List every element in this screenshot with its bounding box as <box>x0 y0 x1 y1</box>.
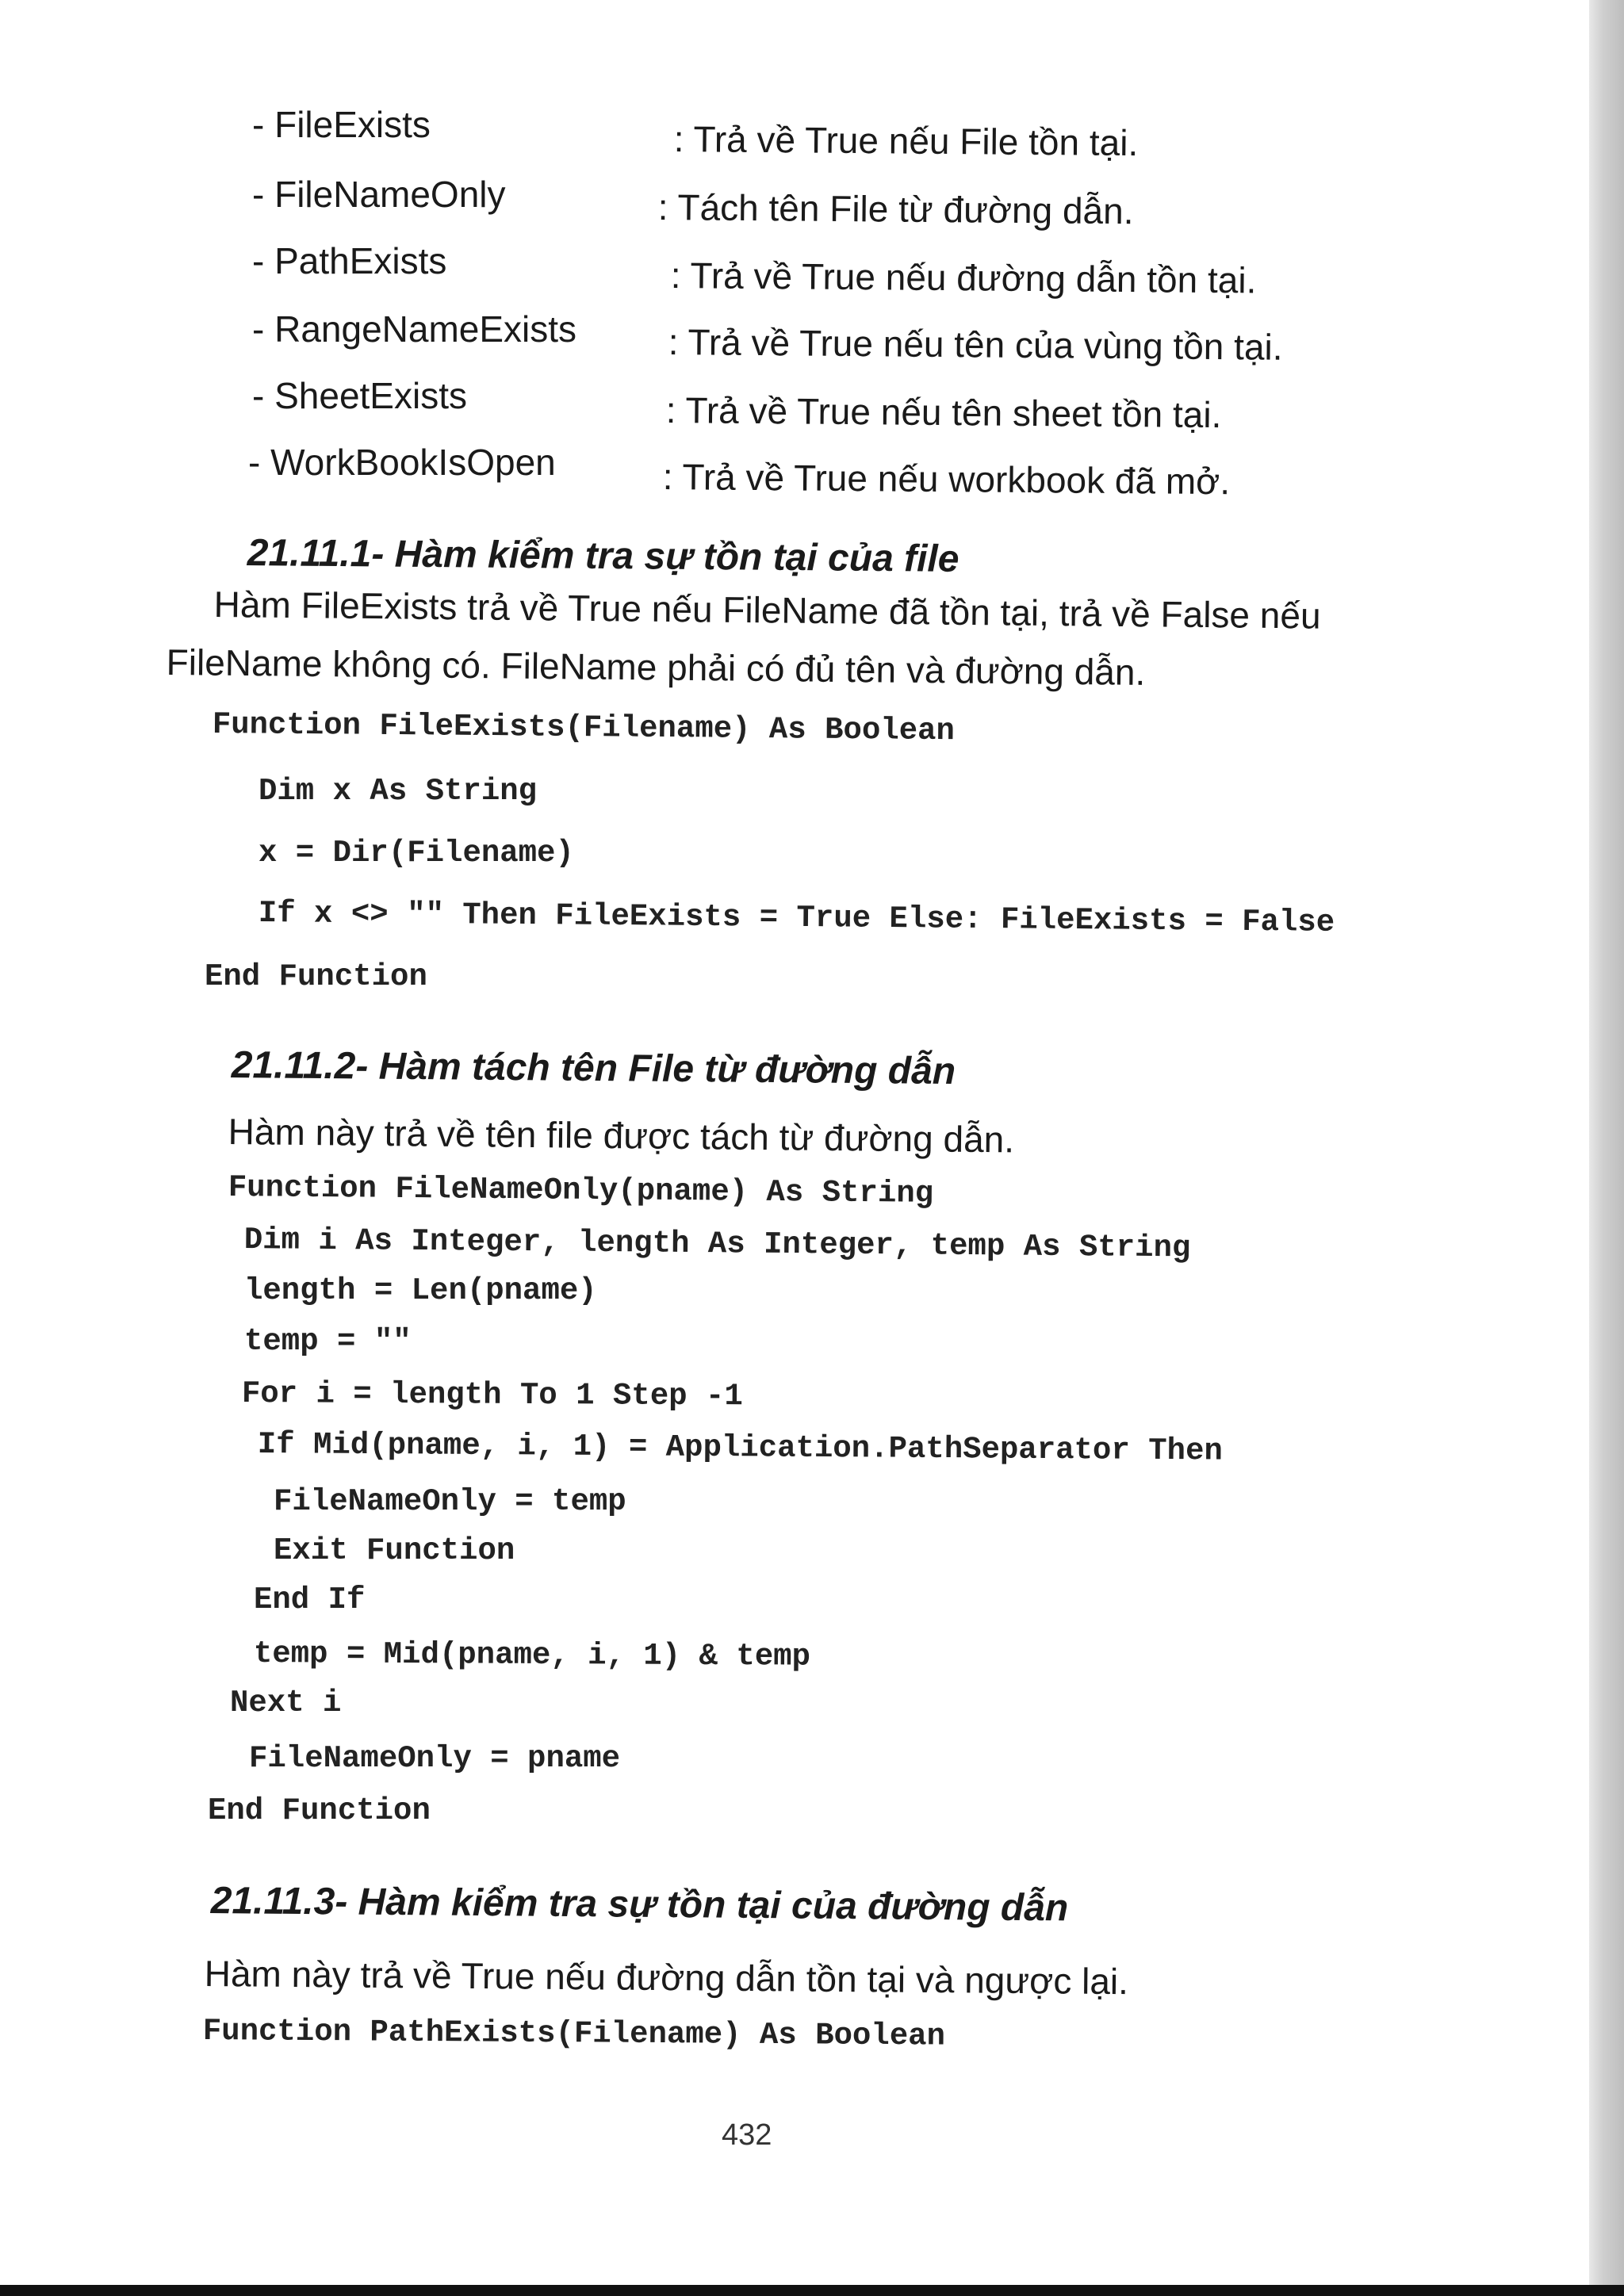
function-description: : Tách tên File từ đường dẫn. <box>657 186 1134 232</box>
function-description: : Trả về True nếu File tồn tại. <box>673 117 1139 164</box>
page-edge-shadow <box>1589 0 1624 2296</box>
code-line: FileNameOnly = temp <box>274 1484 626 1519</box>
code-line: x = Dir(Filename) <box>259 836 574 871</box>
paragraph-line: FileName không có. FileName phải có đủ tên và đường dẫn. <box>166 641 1146 693</box>
code-line: Exit Function <box>274 1533 515 1568</box>
code-line: If Mid(pname, i, 1) = Application.PathSeparator Then <box>257 1427 1223 1469</box>
function-name: - SheetExists <box>252 375 467 416</box>
code-line: Dim i As Integer, length As Integer, temp As String <box>243 1223 1191 1266</box>
code-line: Dim x As String <box>259 774 538 809</box>
code-line: If x <> "" Then FileExists = True Else: FileExists = False <box>258 896 1335 940</box>
function-description: : Trả về True nếu đường dẫn tồn tại. <box>670 254 1257 301</box>
page-number: 432 <box>722 2118 772 2152</box>
function-description: : Trả về True nếu tên sheet tồn tại. <box>665 388 1222 436</box>
code-line: End Function <box>208 1793 431 1828</box>
function-description: : Trả về True nếu tên của vùng tồn tại. <box>668 320 1283 368</box>
code-line: Function PathExists(Filename) As Boolean <box>202 2014 946 2054</box>
code-line: End Function <box>205 959 427 994</box>
paragraph-line: Hàm này trả về True nếu đường dẫn tồn tại và ngược lại. <box>204 1953 1129 2003</box>
function-name: - FileNameOnly <box>252 174 506 215</box>
code-line: For i = length To 1 Step -1 <box>241 1376 743 1414</box>
section-heading: 21.11.3- Hàm kiểm tra sự tồn tại của đường dẫn <box>210 1880 1069 1930</box>
code-line: Next i <box>230 1686 342 1720</box>
function-name: - FileExists <box>252 104 431 145</box>
code-line: End If <box>254 1582 366 1617</box>
scan-border <box>0 2285 1624 2296</box>
section-heading: 21.11.2- Hàm tách tên File từ đường dẫn <box>231 1044 956 1093</box>
function-name: - PathExists <box>252 240 447 281</box>
code-line: length = Len(pname) <box>244 1273 597 1308</box>
code-line: temp = Mid(pname, i, 1) & temp <box>253 1636 811 1674</box>
code-line: FileNameOnly = pname <box>249 1741 621 1776</box>
code-line: Function FileExists(Filename) As Boolean <box>212 707 956 749</box>
paragraph-line: Hàm FileExists trả về True nếu FileName đã tồn tại, trả về False nếu <box>213 583 1321 637</box>
function-name: - WorkBookIsOpen <box>248 442 556 483</box>
paragraph-line: Hàm này trả về tên file được tách từ đường dẫn. <box>228 1111 1015 1161</box>
code-line: Function FileNameOnly(pname) As String <box>228 1170 934 1211</box>
code-line: temp = "" <box>244 1324 412 1359</box>
function-name: - RangeNameExists <box>252 308 577 350</box>
section-heading: 21.11.1- Hàm kiểm tra sự tồn tại của file <box>247 531 959 580</box>
function-description: : Trả về True nếu workbook đã mở. <box>662 455 1231 503</box>
